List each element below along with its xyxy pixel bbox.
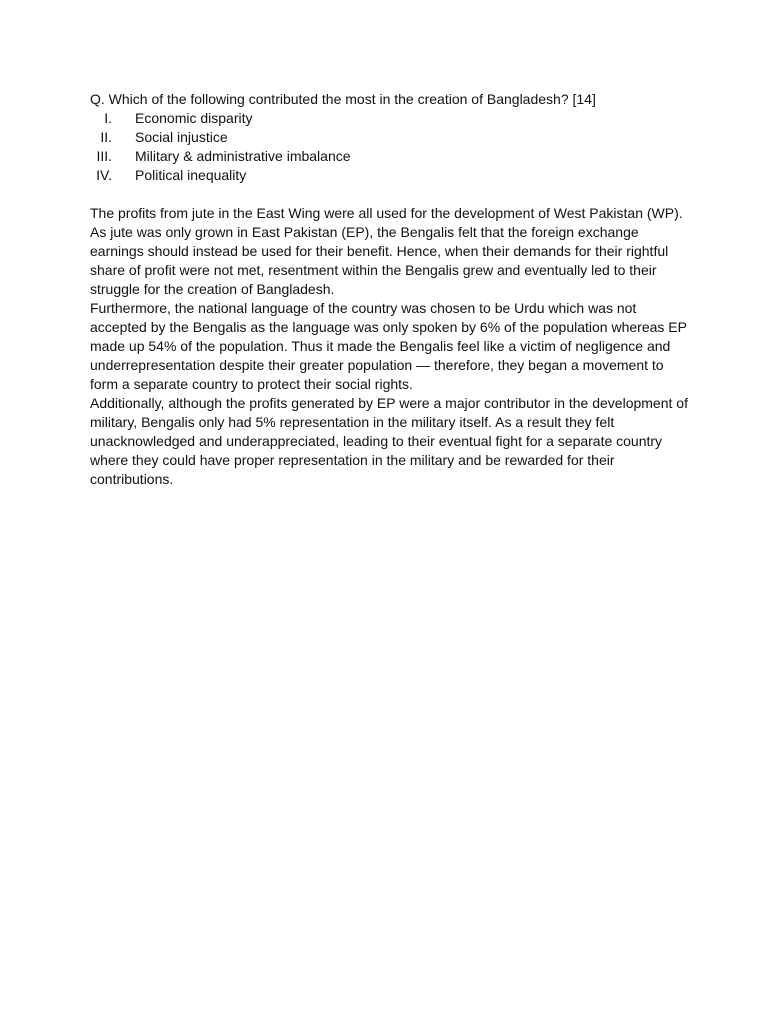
option-item [90,128,690,147]
option-numeral: II. [100,129,112,145]
option-label: Military & administrative imbalance [135,148,351,164]
option-item [90,109,690,128]
option-numeral: IV. [96,167,112,183]
option-label: Social injustice [135,129,228,145]
answer-options-list [90,109,690,185]
option-numeral: III. [96,148,112,164]
answer-paragraph: Additionally, although the profits generated by EP were a major contributor in the development of military, Bengalis only had 5% representation in the military itself. As a result they felt unacknowledged and underappreciated, leading to their eventual fight for a separate country where they could have proper representation in the military and be rewarded for their contributions. [90,395,688,487]
answer-body [90,204,690,489]
option-label: Political inequality [135,167,247,183]
question-text: Q. Which of the following contributed the most in the creation of Bangladesh? [14] [90,91,596,107]
option-item [90,166,690,185]
answer-paragraph: The profits from jute in the East Wing were all used for the development of West Pakistan (WP). As jute was only grown in East Pakistan (EP), the Bengalis felt that the foreign exchange earnings should instead be used for their benefit. Hence, when their demands for their rightful share of profit were not met, resentment within the Bengalis grew and eventually led to their struggle for the creation of Bangladesh. [90,205,683,297]
option-item [90,147,690,166]
option-label: Economic disparity [135,110,253,126]
document-page [90,90,690,489]
answer-paragraph: Furthermore, the national language of the country was chosen to be Urdu which was not accepted by the Bengalis as the language was only spoken by 6% of the population whereas EP made up 54% of the population. Thus it made the Bengalis feel like a victim of negligence and underrepresentation despite their greater population — therefore, they began a movement to form a separate country to protect their social rights. [90,300,687,392]
option-numeral: I. [104,110,112,126]
